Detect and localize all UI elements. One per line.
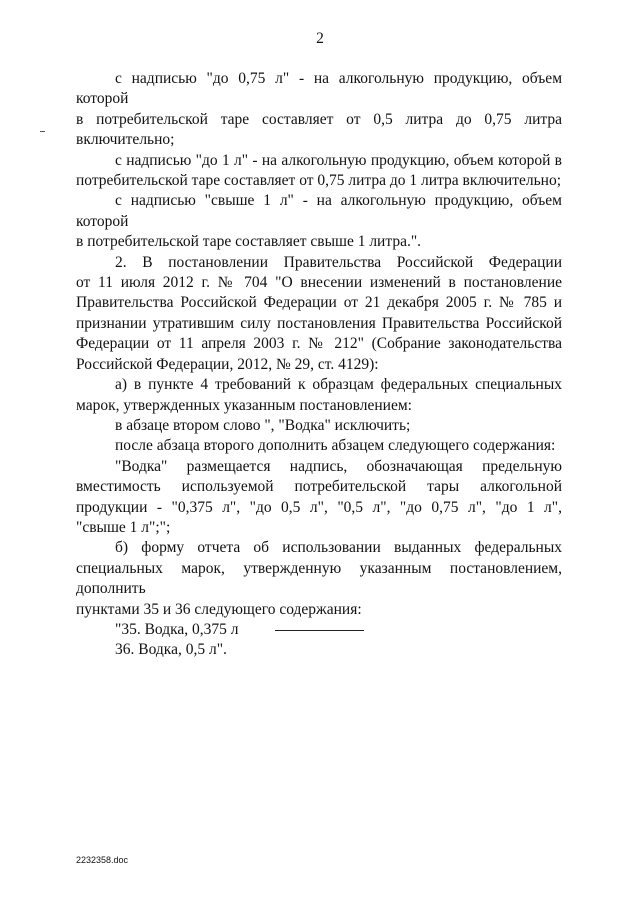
text-line: с надписью "до 1 л" - на алкогольную продукцию, объем которой в bbox=[115, 151, 562, 169]
text-line: Российской Федерации, 2012, № 29, ст. 4129): bbox=[76, 355, 379, 373]
text-line: в потребительской таре составляет свыше 1 литра.". bbox=[76, 233, 422, 251]
footer-filename: 2232358.doc bbox=[76, 855, 129, 865]
text-line: "35. Водка, 0,375 л bbox=[115, 620, 239, 638]
text-line: б) форму отчета об использовании выданных федеральных bbox=[115, 539, 562, 557]
text-line: в абзаце втором слово ", "Водка" исключить; bbox=[115, 416, 411, 434]
text-line: с надписью "до 0,75 л" - на алкогольную продукцию, объем которой bbox=[76, 70, 562, 108]
text-line: с надписью "свыше 1 л" - на алкогольную продукцию, объем которой bbox=[76, 192, 562, 230]
text-line: признании утратившим силу постановления Правительства Российской bbox=[76, 314, 562, 332]
text-line: специальных марок, утвержденную указанным постановлением, дополнить bbox=[76, 559, 562, 598]
text-line: марок, утвержденных указанным постановлением: bbox=[76, 396, 412, 414]
text-line: "Водка" размещается надпись, обозначающая предельную bbox=[115, 457, 562, 475]
text-line: 36. Водка, 0,5 л". bbox=[115, 641, 227, 659]
margin-mark bbox=[40, 131, 45, 132]
text-line: от 11 июля 2012 г. № 704 "О внесении изменений в постановление bbox=[76, 274, 562, 292]
end-divider bbox=[275, 630, 364, 631]
document-body bbox=[76, 69, 562, 661]
text-line: включительно; bbox=[76, 131, 175, 149]
text-line: Правительства Российской Федерации от 21 декабря 2005 г. № 785 и bbox=[76, 294, 562, 312]
text-line: в потребительской таре составляет от 0,5 литра до 0,75 литра bbox=[76, 110, 562, 128]
text-line: пунктами 35 и 36 следующего содержания: bbox=[76, 600, 362, 618]
text-line: 2. В постановлении Правительства Российской Федерации bbox=[115, 253, 562, 271]
page-number: 2 bbox=[316, 30, 324, 47]
text-line: продукции - "0,375 л", "до 0,5 л", "0,5 л", "до 0,75 л", "до 1 л", bbox=[76, 498, 562, 516]
text-line: а) в пункте 4 требований к образцам федеральных специальных bbox=[115, 376, 562, 394]
text-line: "свыше 1 л";"; bbox=[76, 518, 171, 536]
text-line: Федерации от 11 апреля 2003 г. № 212" (Собрание законодательства bbox=[76, 335, 562, 353]
text-line: потребительской таре составляет от 0,75 литра до 1 литра включительно; bbox=[76, 172, 562, 190]
text-line: вместимость используемой потребительской тары алкогольной bbox=[76, 478, 562, 496]
text-line: после абзаца второго дополнить абзацем следующего содержания: bbox=[115, 437, 556, 455]
